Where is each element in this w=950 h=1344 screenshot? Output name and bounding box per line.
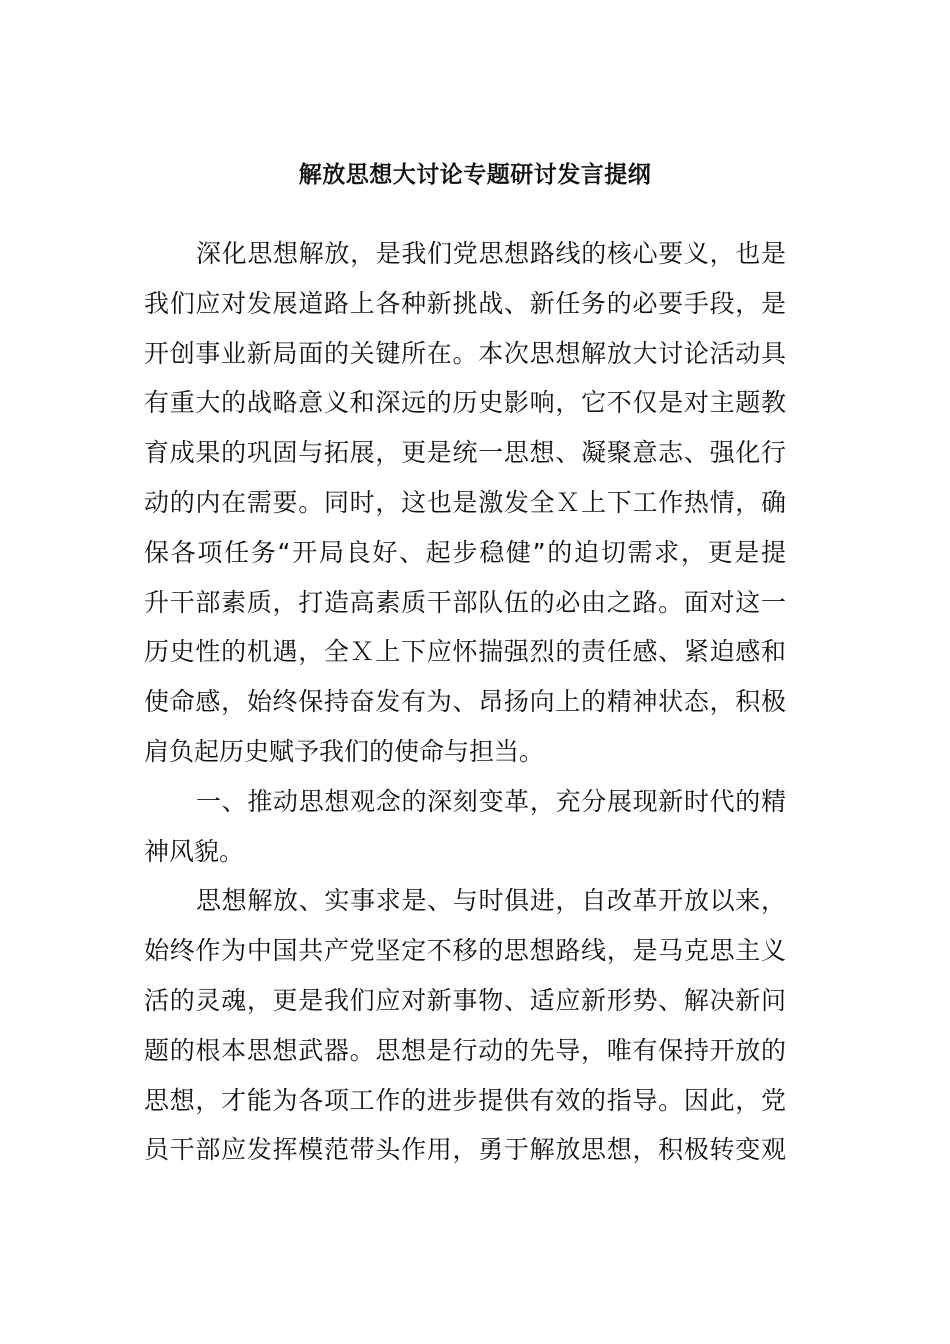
document-body bbox=[144, 229, 786, 1175]
paragraph-line: 历史性的机遇，全Ｘ上下应怀揣强烈的责任感、紧迫感和 bbox=[144, 637, 786, 667]
paragraph-line: 员干部应发挥模范带头作用，勇于解放思想，积极转变观 bbox=[144, 1135, 786, 1165]
paragraph-line: 保各项任务“开局良好、起步稳健”的迫切需求，更是提 bbox=[144, 537, 786, 567]
paragraph-line: 始终作为中国共产党坚定不移的思想路线，是马克思主义 bbox=[144, 936, 786, 966]
section-heading-line: 一、推动思想观念的深刻变革，充分展现新时代的精 bbox=[196, 786, 786, 816]
paragraph-line: 活的灵魂，更是我们应对新事物、适应新形势、解决新问 bbox=[144, 985, 786, 1015]
paragraph-line: 思想，才能为各项工作的进步提供有效的指导。因此，党 bbox=[144, 1085, 786, 1115]
paragraph-line: 开创事业新局面的关键所在。本次思想解放大讨论活动具 bbox=[144, 338, 786, 368]
paragraph-line: 使命感，始终保持奋发有为、昂扬向上的精神状态，积极 bbox=[144, 687, 786, 717]
paragraph-line: 肩负起历史赋予我们的使命与担当。 bbox=[144, 736, 545, 766]
document-title: 解放思想大讨论专题研讨发言提纲 bbox=[298, 162, 652, 188]
paragraph-line: 深化思想解放，是我们党思想路线的核心要义，也是 bbox=[196, 239, 786, 268]
section-heading-line: 神风貌。 bbox=[144, 836, 245, 866]
paragraph-line: 思想解放、实事求是、与时俱进，自改革开放以来， bbox=[196, 886, 786, 916]
paragraph-line: 育成果的巩固与拓展，更是统一思想、凝聚意志、强化行 bbox=[144, 438, 786, 468]
paragraph-line: 题的根本思想武器。思想是行动的先导，唯有保持开放的 bbox=[144, 1035, 786, 1065]
paragraph-line: 升干部素质，打造高素质干部队伍的必由之路。面对这一 bbox=[144, 587, 786, 617]
paragraph-line: 动的内在需要。同时，这也是激发全Ｘ上下工作热情，确 bbox=[144, 487, 786, 517]
paragraph-line: 有重大的战略意义和深远的历史影响，它不仅是对主题教 bbox=[144, 388, 786, 418]
paragraph-line: 我们应对发展道路上各种新挑战、新任务的必要手段，是 bbox=[144, 288, 786, 318]
